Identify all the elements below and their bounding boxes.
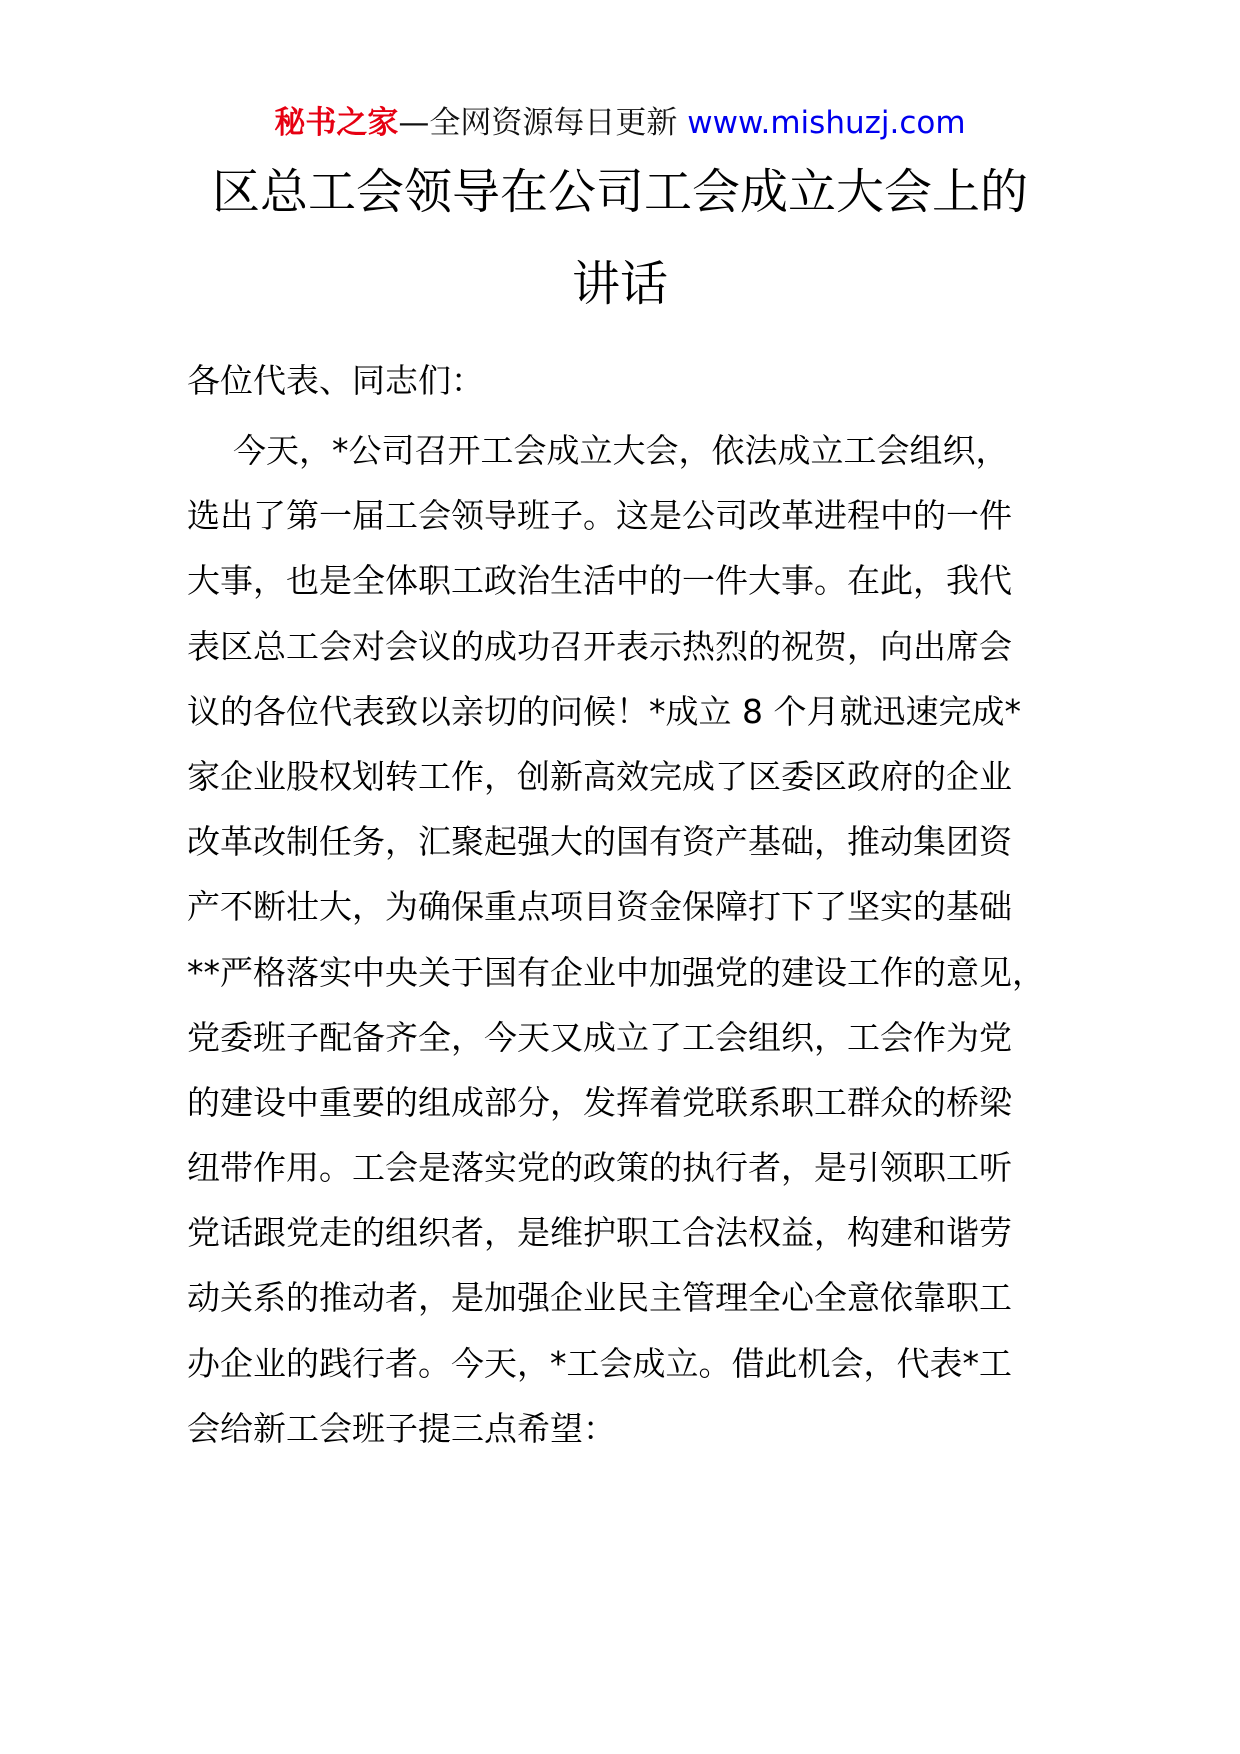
body-line: 动关系的推动者，是加强企业民主管理全心全意依靠职工 bbox=[187, 1278, 1012, 1318]
body-line: 党话跟党走的组织者，是维护职工合法权益，构建和谐劳 bbox=[187, 1213, 1012, 1253]
document-title-line-1: 区总工会领导在公司工会成立大会上的 bbox=[211, 164, 1028, 220]
body-line: 会给新工会班子提三点希望： bbox=[187, 1408, 616, 1448]
site-header-banner bbox=[0, 100, 1240, 146]
site-url-link[interactable]: www.mishuzj.com bbox=[687, 105, 966, 141]
body-line: 家企业股权划转工作，创新高效完成了区委区政府的企业 bbox=[187, 756, 1012, 796]
document-title-line-2: 讲话 bbox=[571, 256, 668, 312]
body-line: 改革改制任务，汇聚起强大的国有资产基础，推动集团资 bbox=[187, 822, 1012, 862]
body-line: 的建设中重要的组成部分，发挥着党联系职工群众的桥梁 bbox=[187, 1082, 1012, 1122]
body-paragraph bbox=[187, 428, 1087, 1471]
brand-name: 秘书之家 bbox=[274, 105, 399, 141]
body-line: 今天，*公司召开工会成立大会，依法成立工会组织， bbox=[233, 431, 1009, 470]
body-line: 办企业的践行者。今天，*工会成立。借此机会，代表*工 bbox=[187, 1343, 1012, 1383]
body-line: 表区总工会对会议的成功召开表示热烈的祝贺，向出席会 bbox=[187, 626, 1012, 666]
header-slogan: —全网资源每日更新 bbox=[398, 105, 678, 141]
body-line: 选出了第一届工会领导班子。这是公司改革进程中的一件 bbox=[187, 496, 1012, 536]
body-line: 产不断壮大，为确保重点项目资金保障打下了坚实的基础 bbox=[187, 887, 1012, 927]
body-line: **严格落实中央关于国有企业中加强党的建设工作的意见， bbox=[187, 952, 1045, 992]
body-line: 议的各位代表致以亲切的问候！*成立 8 个月就迅速完成* bbox=[187, 691, 1021, 731]
body-line: 纽带作用。工会是落实党的政策的执行者，是引领职工听 bbox=[187, 1148, 1012, 1188]
body-line: 党委班子配备齐全，今天又成立了工会组织，工会作为党 bbox=[187, 1017, 1012, 1057]
body-line: 大事，也是全体职工政治生活中的一件大事。在此，我代 bbox=[187, 561, 1012, 601]
salutation: 各位代表、同志们： bbox=[187, 361, 484, 400]
